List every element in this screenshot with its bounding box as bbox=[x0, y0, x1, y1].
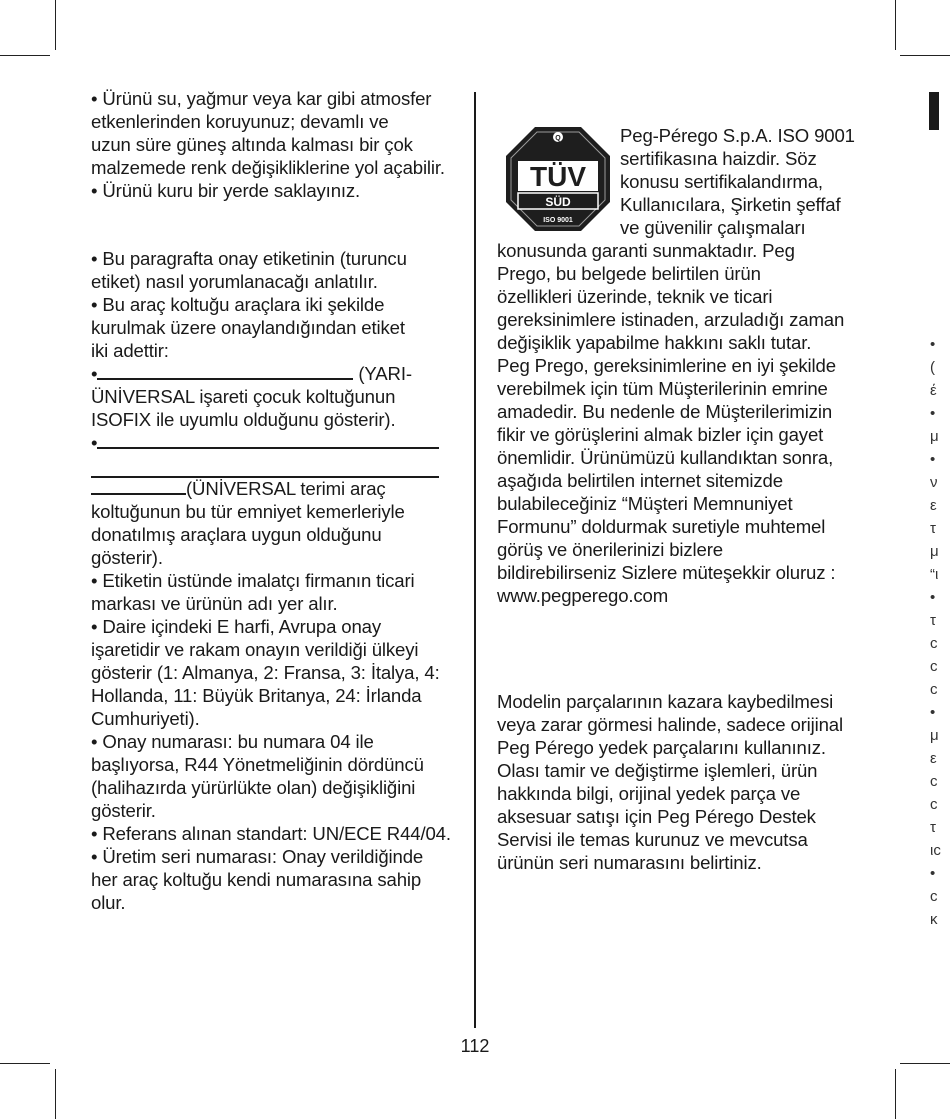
edge-char: c bbox=[930, 773, 938, 790]
text-line: Servisi ile temas kurunuz ve mevcutsa bbox=[497, 829, 808, 850]
text-line: koltuğunun bu tür emniyet kemerleriyle bbox=[91, 501, 405, 522]
text-line: • Bu araç koltuğu araçlara iki şekilde bbox=[91, 294, 385, 315]
edge-char: ε bbox=[930, 497, 937, 514]
adjacent-page-edge-text bbox=[930, 333, 950, 931]
edge-char: • bbox=[930, 865, 936, 882]
text-line: sertifikasına haizdir. Söz bbox=[620, 148, 817, 169]
text-line: markası ve ürünün adı yer alır. bbox=[91, 593, 338, 614]
certification-text bbox=[497, 239, 844, 607]
text-line: • Referans alınan standart: UN/ECE R44/04. bbox=[91, 823, 451, 844]
edge-char: τ bbox=[930, 819, 936, 836]
text-line: görüş ve önerilerinizi bizlere bbox=[497, 539, 723, 560]
text-line: özellikleri üzerinde, teknik ve ticari bbox=[497, 286, 773, 307]
text-line: olur. bbox=[91, 892, 126, 913]
tuv-sud-iso9001-logo bbox=[502, 123, 614, 235]
text-line: (halihazırda yürürlükte olan) değişikliğini bbox=[91, 777, 416, 798]
iso-9001-text: ISO 9001 bbox=[543, 217, 573, 224]
text-line: Hollanda, 11: Büyük Britanya, 24: İrlanda bbox=[91, 685, 422, 706]
text-line: aksesuar satışı için Peg Pérego Destek bbox=[497, 806, 816, 827]
certification-text-beside-logo bbox=[620, 124, 855, 239]
text-line: gereksinimlere istinaden, arzuladığı zaman bbox=[497, 309, 845, 330]
text-line: gösterir). bbox=[91, 547, 163, 568]
text-line: uzun süre güneş altında kalması bir çok bbox=[91, 134, 413, 155]
text-line: Cumhuriyeti). bbox=[91, 708, 200, 729]
text-line: bildirebilirseniz Sizlere müteşekkir oluruz : bbox=[497, 562, 836, 583]
text-line: • Daire içindeki E harfi, Avrupa onay bbox=[91, 616, 382, 637]
column-divider bbox=[474, 92, 476, 1028]
text-line: önemlidir. Ürünümüzü kullandıktan sonra, bbox=[497, 447, 834, 468]
text-line: hakkında bilgi, orijinal yedek parça ve bbox=[497, 783, 801, 804]
text-line: Peg Prego, gereksinimlerine en iyi şekilde bbox=[497, 355, 836, 376]
text-line: Formunu” doldurmak suretiyle muhtemel bbox=[497, 516, 826, 537]
text-line: Peg-Pérego S.p.A. ISO 9001 bbox=[620, 125, 855, 146]
website-link[interactable]: www.pegperego.com bbox=[497, 585, 669, 606]
bullet-universal: • bbox=[91, 431, 439, 454]
edge-char: c bbox=[930, 658, 938, 675]
bullet-universal-cont: (ÜNİVERSAL terimi araç bbox=[91, 477, 451, 500]
edge-char: ( bbox=[930, 359, 935, 376]
crop-mark bbox=[0, 1063, 50, 1064]
sud-text: SÜD bbox=[545, 195, 571, 209]
text-line: Prego, bu belgede belirtilen ürün bbox=[497, 263, 761, 284]
edge-char: “ι bbox=[930, 566, 939, 583]
text-line: malzemede renk değişikliklerine yol açabilir. bbox=[91, 157, 445, 178]
text-line: bulabileceğiniz “Müşteri Memnuniyet bbox=[497, 493, 793, 514]
text-line: fikir ve görüşlerini almak bizler için gayet bbox=[497, 424, 824, 445]
text-line: iki adettir: bbox=[91, 340, 169, 361]
crop-mark bbox=[900, 1063, 950, 1064]
text-line: • Onay numarası: bu numara 04 ile bbox=[91, 731, 374, 752]
edge-char: έ bbox=[930, 382, 937, 399]
text-line: gösterir (1: Almanya, 2: Fransa, 3: İtalya, 4: bbox=[91, 662, 440, 683]
text-line: ürünün seri numarasını belirtiniz. bbox=[497, 852, 762, 873]
text-line: • Etiketin üstünde imalatçı firmanın ticari bbox=[91, 570, 415, 591]
text-line: gösterir. bbox=[91, 800, 156, 821]
edge-char: μ bbox=[930, 543, 939, 560]
edge-char: ιc bbox=[930, 842, 941, 859]
text-line: • Bu paragrafta onay etiketinin (turuncu bbox=[91, 248, 407, 269]
text-line: Peg Pérego yedek parçalarını kullanınız. bbox=[497, 737, 826, 758]
text-line: her araç koltuğu kendi numarasına sahip bbox=[91, 869, 422, 890]
spare-parts-service-text bbox=[497, 690, 843, 874]
text-line: • Ürünü kuru bir yerde saklayınız. bbox=[91, 180, 361, 201]
text-line: etkenlerinden koruyunuz; devamlı ve bbox=[91, 111, 389, 132]
edge-char: τ bbox=[930, 520, 936, 537]
approval-label-details bbox=[91, 477, 451, 914]
crop-mark bbox=[55, 0, 56, 50]
text-line: ISOFIX ile uyumlu olduğunu gösterir). bbox=[91, 409, 396, 430]
edge-char: • bbox=[930, 589, 936, 606]
approval-label-intro bbox=[91, 247, 439, 454]
edge-char: c bbox=[930, 635, 938, 652]
crop-mark bbox=[0, 55, 50, 56]
text-line: donatılmış araçlara uygun olduğunu bbox=[91, 524, 382, 545]
text-line: ÜNİVERSAL işareti çocuk koltuğunun bbox=[91, 386, 396, 407]
text-line: Kullanıcılara, Şirketin şeffaf bbox=[620, 194, 841, 215]
text-line: konusunda garanti sunmaktadır. Peg bbox=[497, 240, 795, 261]
text-line: kurulmak üzere onaylandığından etiket bbox=[91, 317, 405, 338]
edge-char: κ bbox=[930, 911, 938, 928]
storage-instructions bbox=[91, 87, 445, 202]
edge-char: μ bbox=[930, 428, 939, 445]
edge-char: μ bbox=[930, 727, 939, 744]
text-line: • Ürünü su, yağmur veya kar gibi atmosfer bbox=[91, 88, 432, 109]
text-line: etiket) nasıl yorumlanacağı anlatılır. bbox=[91, 271, 378, 292]
text-line: aşağıda belirtilen internet sitemizde bbox=[497, 470, 783, 491]
text-line: verebilmek için tüm Müşterilerinin emrine bbox=[497, 378, 828, 399]
text-line: amadedir. Bu nedenle de Müşterilerimizin bbox=[497, 401, 833, 422]
text-line: işaretidir ve rakam onayın verildiği ülkeyi bbox=[91, 639, 419, 660]
edge-char: c bbox=[930, 796, 938, 813]
edge-char: τ bbox=[930, 612, 936, 629]
crop-mark bbox=[895, 1069, 896, 1119]
text-line: Modelin parçalarının kazara kaybedilmesi bbox=[497, 691, 834, 712]
edge-char: • bbox=[930, 451, 936, 468]
text-line: veya zarar görmesi halinde, sadece orijinal bbox=[497, 714, 843, 735]
edge-char: c bbox=[930, 888, 938, 905]
text-line: değişiklik yapabilme hakkını saklı tutar. bbox=[497, 332, 812, 353]
language-tab-marker bbox=[929, 92, 939, 130]
text-line: ve güvenilir çalışmaları bbox=[620, 217, 806, 238]
edge-char: c bbox=[930, 681, 938, 698]
text-line: konusu sertifikalandırma, bbox=[620, 171, 823, 192]
crop-mark bbox=[895, 0, 896, 50]
crop-mark bbox=[900, 55, 950, 56]
edge-char: • bbox=[930, 405, 936, 422]
text-line: Olası tamir ve değiştirme işlemleri, ürün bbox=[497, 760, 818, 781]
text-line: • Üretim seri numarası: Onay verildiğinde bbox=[91, 846, 424, 867]
edge-char: • bbox=[930, 336, 936, 353]
page-number: 112 bbox=[460, 1036, 490, 1056]
bullet-semi-universal: • (YARI- bbox=[91, 363, 412, 384]
edge-char: ν bbox=[930, 474, 938, 491]
tuv-text: TÜV bbox=[530, 161, 586, 192]
q-mark-text: Q bbox=[555, 135, 561, 142]
crop-mark bbox=[55, 1069, 56, 1119]
edge-char: ε bbox=[930, 750, 937, 767]
text-line: başlıyorsa, R44 Yönetmeliğinin dördüncü bbox=[91, 754, 424, 775]
edge-char: • bbox=[930, 704, 936, 721]
